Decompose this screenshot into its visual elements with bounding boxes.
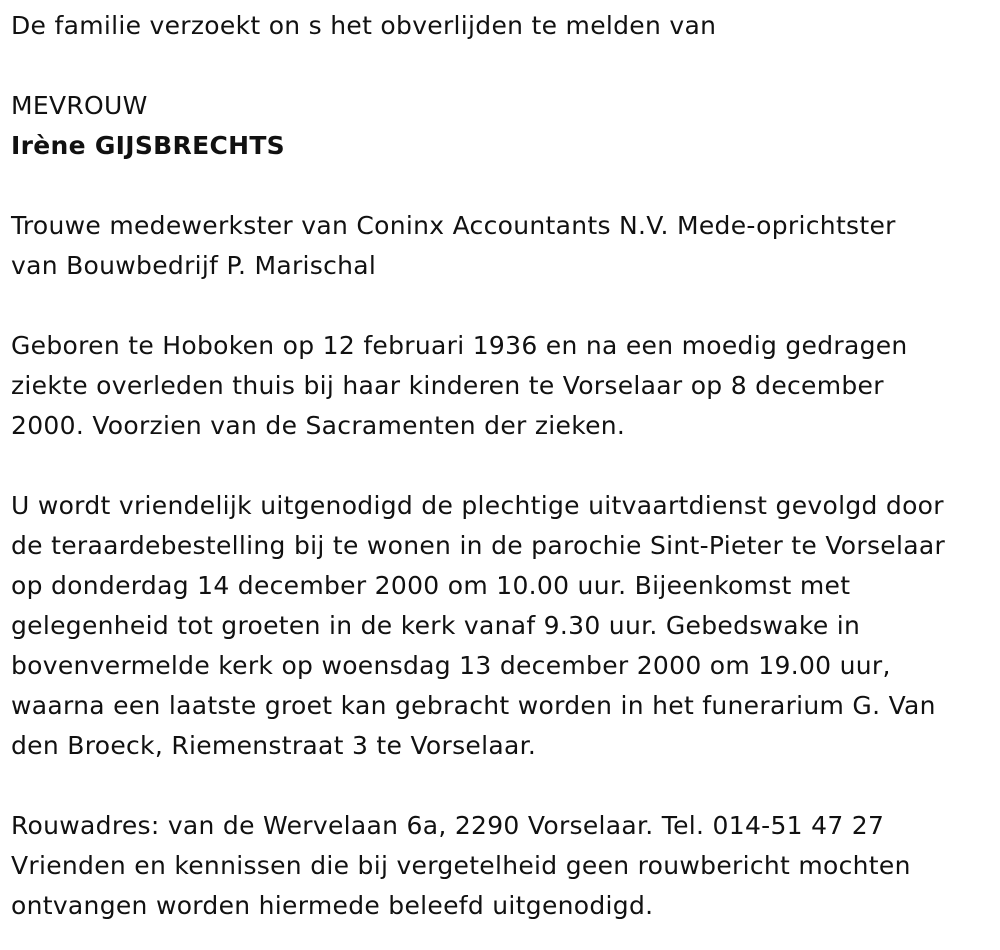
- spacer: [11, 766, 990, 806]
- obituary-notice: [11, 6, 990, 926]
- spacer: [11, 446, 990, 486]
- spacer: [11, 286, 990, 326]
- paragraph-line: den Broeck, Riemenstraat 3 te Vorselaar.: [11, 731, 537, 760]
- paragraph-line: Geboren te Hoboken op 12 februari 1936 en na een moedig gedragen: [11, 331, 908, 360]
- affiliation-paragraph: [11, 206, 990, 286]
- paragraph-line: U wordt vriendelijk uitgenodigd de plechtige uitvaartdienst gevolgd door: [11, 491, 944, 520]
- spacer: [11, 46, 990, 86]
- paragraph-line: 2000. Voorzien van de Sacramenten der zieken.: [11, 411, 626, 440]
- paragraph-line: Vrienden en kennissen die bij vergetelheid geen rouwbericht mochten: [11, 851, 911, 880]
- paragraph-line: waarna een laatste groet kan gebracht worden in het funerarium G. Van: [11, 691, 936, 720]
- funeral-paragraph: [11, 486, 990, 766]
- paragraph-line: gelegenheid tot groeten in de kerk vanaf 9.30 uur. Gebedswake in: [11, 611, 861, 640]
- spacer: [11, 166, 990, 206]
- paragraph-line: de teraardebestelling bij te wonen in de parochie Sint-Pieter te Vorselaar: [11, 531, 946, 560]
- deceased-name: Irène GIJSBRECHTS: [11, 131, 285, 160]
- honorific-title: MEVROUW: [11, 91, 148, 120]
- paragraph-line: Trouwe medewerkster van Coninx Accountants N.V. Mede-oprichtster: [11, 211, 896, 240]
- paragraph-line: ontvangen worden hiermede beleefd uitgenodigd.: [11, 891, 654, 920]
- paragraph-line: op donderdag 14 december 2000 om 10.00 uur. Bijeenkomst met: [11, 571, 851, 600]
- intro-text: De familie verzoekt on s het obverlijden te melden van: [11, 11, 717, 40]
- paragraph-line: bovenvermelde kerk op woensdag 13 december 2000 om 19.00 uur,: [11, 651, 891, 680]
- paragraph-line: van Bouwbedrijf P. Marischal: [11, 251, 377, 280]
- paragraph-line: ziekte overleden thuis bij haar kinderen te Vorselaar op 8 december: [11, 371, 884, 400]
- birth-death-paragraph: [11, 326, 990, 446]
- mourning-address: Rouwadres: van de Wervelaan 6a, 2290 Vorselaar. Tel. 014-51 47 27: [11, 811, 885, 840]
- contact-paragraph: [11, 806, 990, 926]
